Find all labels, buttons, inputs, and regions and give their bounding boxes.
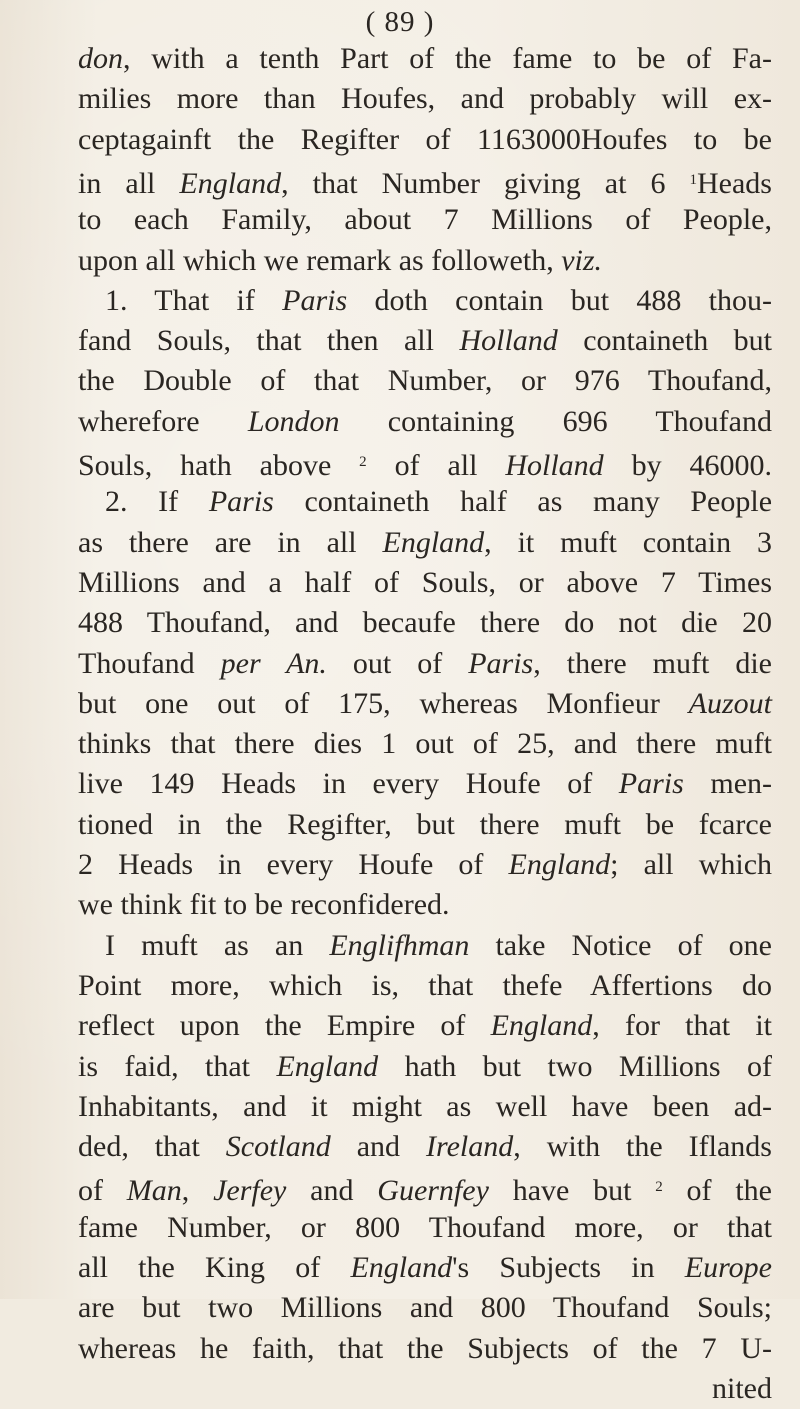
- text-line: [105, 926, 772, 966]
- fraction-mark: 1: [689, 171, 697, 188]
- text-span: , there muft die: [533, 646, 772, 680]
- italic-text: England: [508, 848, 611, 881]
- italic-text: Man: [126, 1174, 182, 1208]
- text-span: , with the Iflands: [513, 1130, 772, 1164]
- text-span: and: [286, 1174, 378, 1208]
- text-span: reflect upon the Empire of: [78, 1009, 491, 1043]
- text-line: [78, 603, 772, 643]
- text-span: whereas he faith, that the Subjects of the 7 U-: [78, 1331, 772, 1365]
- text-span: all the King of: [78, 1251, 351, 1284]
- text-span: and: [330, 1130, 427, 1164]
- page-number: ( 89 ): [365, 6, 435, 38]
- text-span: as there are in all: [78, 525, 383, 559]
- italic-text: England: [179, 166, 282, 200]
- text-span: men-: [683, 767, 773, 801]
- text-span: of: [78, 1174, 127, 1208]
- text-span: 2. If: [105, 485, 209, 519]
- text-line: [78, 764, 772, 804]
- text-line: [78, 39, 772, 79]
- text-span: upon all which we remark as followeth,: [78, 243, 562, 277]
- text-span: thinks that there dies 1 out of 25, and there muft: [78, 727, 772, 761]
- text-line: [78, 1288, 772, 1328]
- text-span: to each Family, about 7 Millions of People,: [78, 203, 772, 237]
- italic-text: Paris: [282, 283, 348, 317]
- text-span: I muft as an: [105, 928, 330, 962]
- italic-text: Guernfey: [377, 1174, 489, 1208]
- italic-text: Jerfey: [213, 1174, 287, 1208]
- fraction-mark: 2: [359, 454, 367, 470]
- text-line: [78, 241, 602, 281]
- text-span: ceptagainft the Regifter of 1163000Houfes to be: [78, 122, 772, 156]
- text-span: ,: [181, 1174, 214, 1208]
- italic-text: Ireland: [426, 1130, 514, 1164]
- text-span: take Notice of one: [469, 928, 772, 962]
- text-line: [78, 966, 772, 1006]
- text-span: is faid, that: [78, 1049, 277, 1083]
- text-span: 1. That if: [105, 283, 283, 317]
- text-line: [105, 281, 772, 321]
- italic-text: England: [382, 525, 485, 559]
- text-span: , for that it: [592, 1009, 773, 1043]
- italic-text: Paris: [468, 646, 534, 680]
- text-line: [78, 1006, 772, 1046]
- text-span: ; all which: [610, 848, 773, 881]
- text-line: [78, 684, 772, 724]
- text-span: , with a tenth Part of the fame to be of Fa-: [123, 42, 772, 75]
- italic-text: don: [78, 42, 123, 75]
- text-line: [78, 1087, 772, 1127]
- text-line: [78, 845, 772, 885]
- text-line: [78, 79, 772, 119]
- italic-text: Europe: [684, 1251, 772, 1284]
- text-span: containeth half as many People: [273, 485, 773, 519]
- text-span: hath but two Millions of: [378, 1049, 773, 1083]
- text-span: 2 Heads in every Houfe of: [78, 848, 509, 881]
- text-line: [78, 523, 772, 563]
- text-span: 's Subjects in: [452, 1251, 685, 1284]
- italic-text: London: [247, 404, 340, 438]
- text-line: [78, 402, 772, 442]
- italic-text: Auzout: [688, 686, 772, 720]
- text-span: we think fit to be reconfidered.: [78, 888, 450, 922]
- text-line: [78, 1248, 772, 1288]
- italic-text: England: [276, 1049, 379, 1083]
- text-line: [105, 482, 772, 522]
- text-span: Souls, hath above: [78, 449, 360, 482]
- text-line: [78, 160, 772, 200]
- text-span: are but two Millions and 800 Thoufand Souls;: [78, 1291, 772, 1325]
- text-span: of all: [366, 449, 506, 482]
- text-line: [78, 361, 772, 401]
- text-line: [78, 200, 772, 240]
- italic-text: Scotland: [225, 1130, 331, 1164]
- text-line: [78, 885, 450, 925]
- text-span: ded, that: [78, 1130, 226, 1164]
- text-span: nited: [712, 1371, 772, 1405]
- text-span: wherefore: [78, 404, 248, 438]
- text-span: tioned in the Regifter, but there muft be fcarce: [78, 807, 772, 841]
- text-line: [78, 1208, 772, 1248]
- text-span: but one out of 175, whereas Monfieur: [78, 686, 689, 720]
- text-line: [78, 1047, 772, 1087]
- fraction-mark: 2: [655, 1179, 663, 1196]
- text-span: Thoufand: [78, 646, 221, 680]
- text-span: milies more than Houfes, and probably will ex-: [78, 82, 772, 116]
- text-span: Point more, which is, that thefe Affertions do: [78, 968, 772, 1002]
- italic-text: Englifhman: [329, 928, 470, 962]
- italic-text: viz.: [561, 243, 603, 277]
- text-span: containeth but: [557, 324, 772, 358]
- text-line: [78, 120, 772, 160]
- text-line: [78, 644, 772, 684]
- text-line: [78, 724, 772, 764]
- text-line: [78, 442, 772, 482]
- text-line: [78, 1329, 772, 1369]
- text-line: [78, 321, 772, 361]
- italic-text: England: [350, 1251, 453, 1284]
- text-line: [78, 1127, 772, 1167]
- text-span: , it muft contain 3: [484, 525, 772, 559]
- text-span: have but: [488, 1174, 656, 1208]
- text-span: the Double of that Number, or 976 Thoufand,: [78, 364, 772, 398]
- italic-text: per An.: [220, 646, 327, 680]
- italic-text: Paris: [618, 767, 684, 801]
- text-span: doth contain but 488 thou-: [347, 283, 772, 317]
- text-span: Millions and a half of Souls, or above 7 Times: [78, 565, 772, 599]
- text-span: , that Number giving at 6: [281, 166, 690, 200]
- italic-text: Holland: [505, 449, 604, 482]
- text-line: [78, 563, 772, 603]
- text-line: [78, 1167, 772, 1207]
- text-span: live 149 Heads in every Houfe of: [78, 767, 619, 801]
- text-span: by 46000.: [603, 449, 772, 482]
- text-span: out of: [326, 646, 469, 680]
- italic-text: Holland: [459, 324, 558, 358]
- text-span: fame Number, or 800 Thoufand more, or that: [78, 1210, 772, 1244]
- text-line: [712, 1369, 772, 1409]
- italic-text: Paris: [208, 485, 274, 519]
- text-span: of the: [662, 1174, 772, 1208]
- text-span: 488 Thoufand, and becaufe there do not die 20: [78, 606, 772, 640]
- italic-text: England: [490, 1009, 593, 1043]
- text-span: Heads: [697, 166, 772, 200]
- text-line: [78, 805, 772, 845]
- text-span: in all: [78, 166, 180, 200]
- text-span: fand Souls, that then all: [78, 324, 460, 358]
- text-span: Inhabitants, and it might as well have been ad-: [78, 1089, 772, 1123]
- text-span: containing 696 Thoufand: [339, 404, 772, 438]
